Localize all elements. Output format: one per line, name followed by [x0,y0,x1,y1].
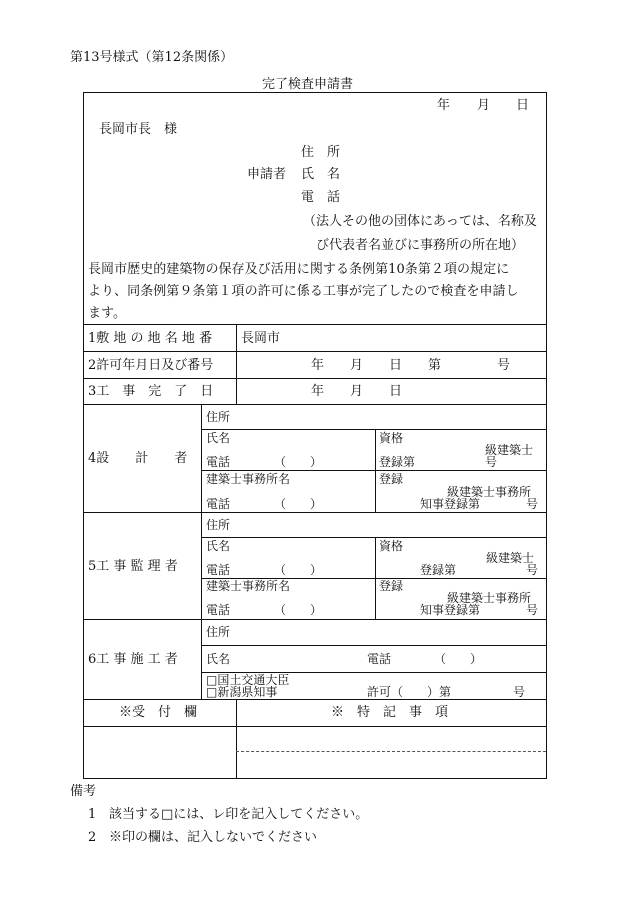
supervisor-kyu-kenchikushi: 級建築士 [486,551,535,565]
contractor-address: 住所 [206,625,231,639]
date-year-label: 年 [437,98,451,113]
supervisor-kyu-office: 級建築士事務所 [447,591,532,605]
special-notes-header: ※ 特 記 事 項 [331,705,449,720]
contractor-permit: 許可（ ）第 [367,685,452,699]
contractor-phone: 電話 [367,652,392,666]
designer-kyu-kenchikushi: 級建築士 [485,443,534,457]
designer-label: 4設 計 者 [88,451,188,466]
date-day-label: 日 [516,98,530,113]
supervisor-go2: 号 [526,603,539,617]
designer-governor-reg: 知事登録第 [420,497,481,511]
row2-year: 年 [311,358,325,373]
designer-phone: 電話 [206,455,231,469]
designer-kyu-office: 級建築士事務所 [447,485,532,499]
row2-day: 日 [389,358,403,373]
supervisor-office-paren: （ ） [274,603,323,617]
supervisor-governor-reg: 知事登録第 [420,603,481,617]
form-number: 第13号様式（第12条関係） [70,50,234,65]
supervisor-address: 住所 [206,518,231,532]
supervisor-office-phone: 電話 [206,603,231,617]
statement-line2: より、同条例第９条第１項の許可に係る工事が完了したので検査を申請し [88,284,519,299]
row2-go: 号 [497,358,511,373]
supervisor-phone-paren: （ ） [274,563,323,577]
applicant-note-line2: び代表者名並びに事務所の所在地） [316,238,525,253]
contractor-label: 6工 事 施 工 者 [88,652,178,667]
designer-registration: 登録 [379,472,404,486]
row3-year: 年 [311,384,325,399]
remarks-item1: 該当する□には、レ印を記入してください。 [109,807,369,822]
statement-line3: ます。 [88,306,126,321]
row3-label: 3工 事 完 了 日 [88,384,214,399]
addressee: 長岡市長 様 [99,122,178,137]
designer-qualification: 資格 [379,431,404,445]
designer-address: 住所 [206,410,231,424]
supervisor-phone: 電話 [206,563,231,577]
row2-month: 月 [350,358,364,373]
supervisor-office-name: 建築士事務所名 [206,579,291,593]
contractor-name: 氏名 [206,652,231,666]
supervisor-go: 号 [526,563,539,577]
applicant-name-label: 氏 名 [301,167,341,182]
remarks-item2: ※印の欄は、記入しないでください [109,830,318,845]
reception-header: ※受 付 欄 [119,705,198,720]
contractor-go: 号 [513,685,526,699]
contractor-governor-checkbox[interactable]: □新潟県知事 [206,685,278,699]
applicant-phone-label: 電 話 [301,190,341,205]
supervisor-label: 5工 事 監 理 者 [88,559,178,574]
row3-day: 日 [389,384,403,399]
supervisor-registration: 登録 [379,579,404,593]
designer-office-paren: （ ） [274,497,323,511]
designer-phone-paren: （ ） [274,455,323,469]
document-title: 完了検査申請書 [262,77,354,92]
row1-label: 1敷 地 の 地 名 地 番 [88,331,213,346]
supervisor-name: 氏名 [206,539,231,553]
remarks-item1-number: 1 [88,807,97,822]
contractor-minister-checkbox[interactable]: □国土交通大臣 [206,673,290,687]
designer-office-name: 建築士事務所名 [206,472,291,486]
contractor-phone-paren: （ ） [434,652,483,666]
applicant-role-label: 申請者 [247,167,287,182]
designer-office-phone: 電話 [206,497,231,511]
designer-go: 号 [485,455,498,469]
remarks-item2-number: 2 [88,830,97,845]
remarks-title: 備考 [70,784,97,799]
designer-name: 氏名 [206,431,231,445]
date-month-label: 月 [477,98,491,113]
supervisor-registration-no: 登録第 [420,563,457,577]
designer-registration-no: 登録第 [379,455,416,469]
applicant-address-label: 住 所 [301,145,341,160]
designer-go2: 号 [526,497,539,511]
statement-line1: 長岡市歴史的建築物の保存及び活用に関する条例第10条第２項の規定に [88,262,510,277]
applicant-note-line1: （法人その他の団体にあっては、名称及 [303,214,537,229]
row3-month: 月 [350,384,364,399]
supervisor-qualification: 資格 [379,539,404,553]
row1-value: 長岡市 [241,331,281,346]
row2-dai: 第 [428,358,442,373]
row2-label: 2許可年月日及び番号 [88,358,214,373]
